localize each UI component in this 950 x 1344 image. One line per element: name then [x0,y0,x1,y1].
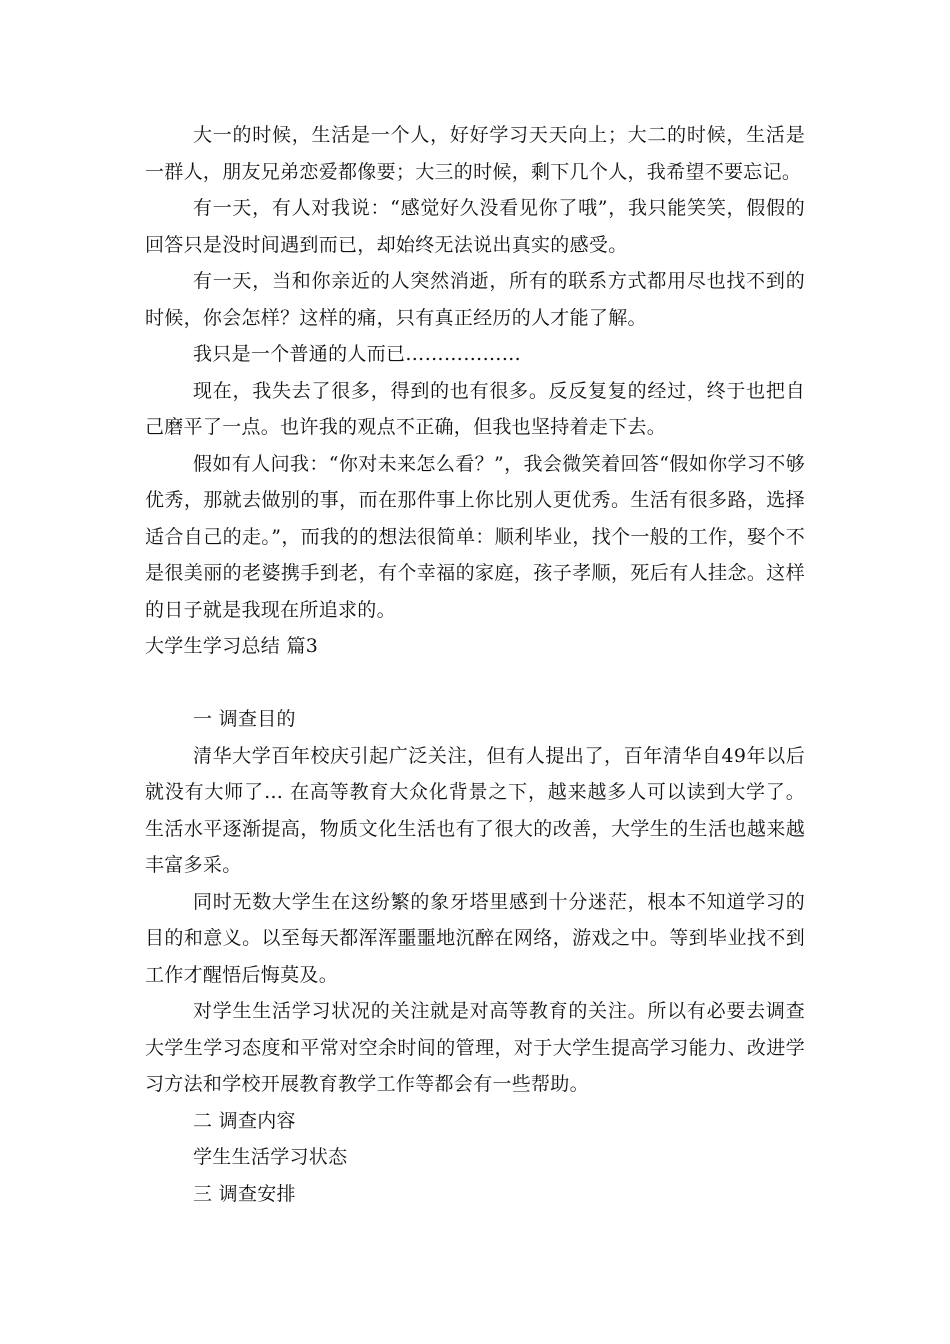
paragraph: 有一天，当和你亲近的人突然消逝，所有的联系方式都用尽也找不到的时候，你会怎样？这样的痛，只有真正经历的人才能了解。 [145,270,805,329]
blank-line [145,665,805,702]
paragraph: 现在，我失去了很多，得到的也有很多。反反复复的经过，终于也把自己磨平了一点。也许我的观点不正确，但我也坚持着走下去。 [145,379,805,438]
section-heading: 二 调查内容 [193,1109,296,1132]
paragraph: 同时无数大学生在这纷繁的象牙塔里感到十分迷茫，根本不知道学习的目的和意义。以至每天都浑浑噩噩地沉醉在网络，游戏之中。等到毕业找不到工作才醒悟后悔莫及。 [145,890,805,986]
document-body [145,117,805,1212]
paragraph: 清华大学百年校庆引起广泛关注，但有人提出了，百年清华自49年以后就没有大师了… 在高等教育大众化背景之下，越来越多人可以读到大学了。生活水平逐渐提高，物质文化生活也有了很大的改善，大学生的生活也越来越丰富多采。 [145,744,805,876]
paragraph: 有一天，有人对我说：“感觉好久没看见你了哦”，我只能笑笑，假假的回答只是没时间遇到而已，却始终无法说出真实的感受。 [145,197,805,256]
paragraph: 大一的时候，生活是一个人，好好学习天天向上；大二的时候，生活是一群人，朋友兄弟恋爱都像要；大三的时候，剩下几个人，我希望不要忘记。 [145,124,805,183]
paragraph: 假如有人问我：“你对未来怎么看？”，我会微笑着回答“假如你学习不够优秀，那就去做别的事，而在那件事上你比别人更优秀。生活有很多路，选择适合自己的走。”，而我的的想法很简单：顺利毕业，找个一般的工作，娶个不是很美丽的老婆携手到老，有个幸福的家庭，孩子孝顺，死后有人挂念。这样的日子就是我现在所追求的。 [145,452,805,621]
section-heading: 三 调查安排 [193,1182,296,1205]
paragraph: 学生生活学习状态 [193,1146,348,1168]
paragraph: 对学生生活学习状况的关注就是对高等教育的关注。所以有必要去调查大学生学习态度和平常对空余时间的管理，对于大学生提高学习能力、改进学习方法和学校开展教育教学工作等都会有一些帮助。 [145,1000,805,1095]
paragraph: 我只是一个普通的人而已……………… [193,343,522,365]
section-title: 大学生学习总结 篇3 [145,635,319,657]
section-heading: 一 调查目的 [193,708,296,730]
